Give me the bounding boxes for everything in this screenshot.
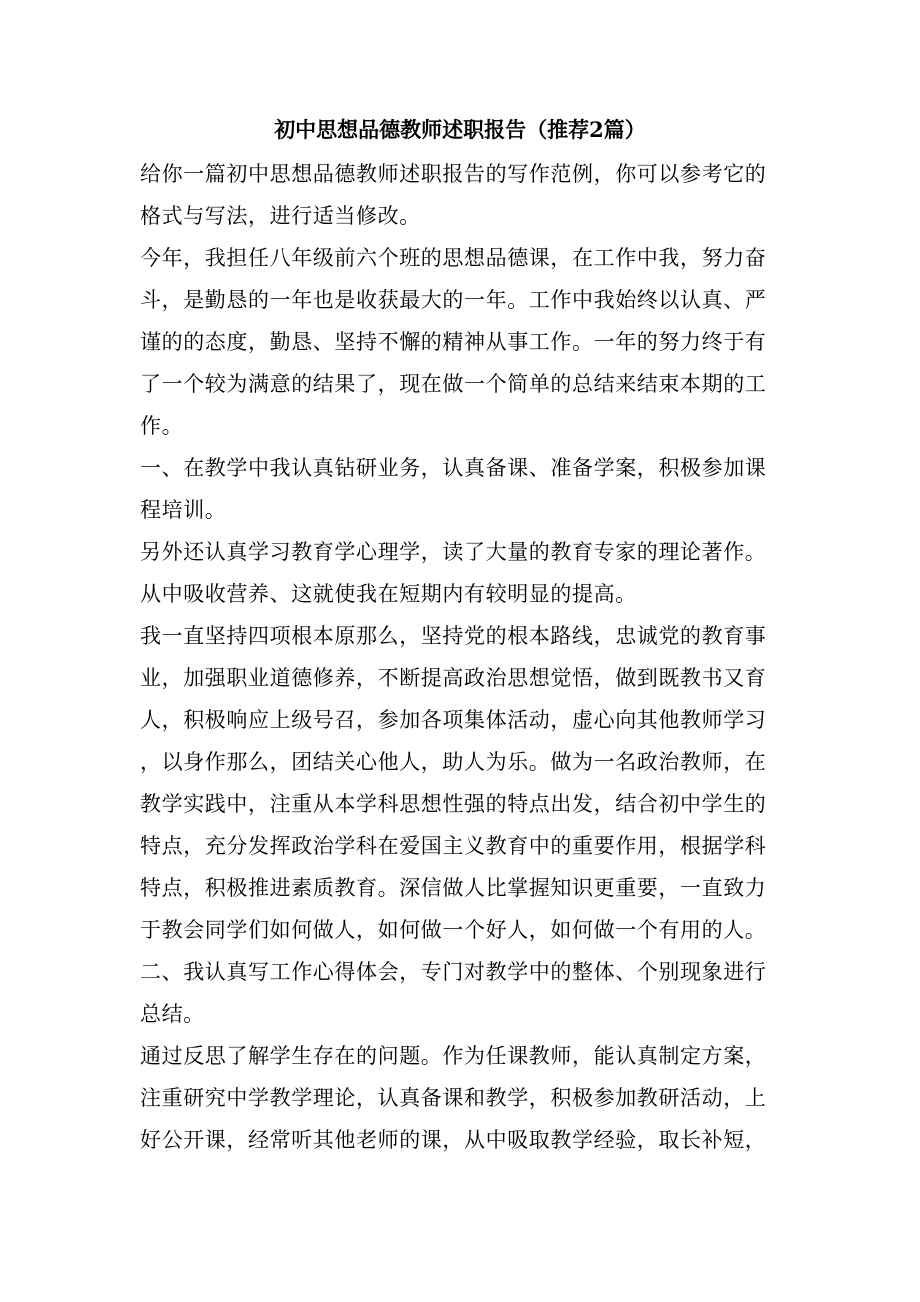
text-line: 一、在教学中我认真钻研业务，认真备课、准备学案，积极参加课 (140, 456, 767, 480)
text-line: 注重研究中学教学理论，认真备课和教学，积极参加教研活动，上 (140, 1086, 767, 1110)
text-line: 总结。 (140, 1002, 205, 1026)
text-line: 于教会同学们如何做人，如何做一个好人，如何做一个有用的人。 (140, 918, 767, 942)
text-line: 程培训。 (140, 498, 227, 522)
text-line: 给你一篇初中思想品德教师述职报告的写作范例，你可以参考它的 (140, 162, 767, 186)
document-title: 初中思想品德教师述职报告（推荐2篇） (274, 117, 646, 142)
text-line: 通过反思了解学生存在的问题。作为任课教师，能认真制定方案， (140, 1044, 767, 1068)
text-line: 人，积极响应上级号召，参加各项集体活动，虚心向其他教师学习 (140, 708, 767, 732)
text-line: 教学实践中，注重从本学科思想性强的特点出发，结合初中学生的 (140, 792, 767, 816)
text-line: 特点，充分发挥政治学科在爱国主义教育中的重要作用，根据学科 (140, 834, 767, 858)
text-line: 作。 (140, 414, 184, 438)
text-line: 二、我认真写工作心得体会，专门对教学中的整体、个别现象进行 (140, 960, 767, 984)
text-line: 从中吸收营养、这就使我在短期内有较明显的提高。 (140, 582, 637, 606)
text-line: 业，加强职业道德修养，不断提高政治思想觉悟，做到既教书又育 (140, 666, 767, 690)
text-line: 格式与写法，进行适当修改。 (140, 204, 421, 228)
text-line: 我一直坚持四项根本原那么，坚持党的根本路线，忠诚党的教育事 (140, 624, 767, 648)
text-line: 谨的的态度，勤恳、坚持不懈的精神从事工作。一年的努力终于有 (140, 330, 767, 354)
text-line: 今年，我担任八年级前六个班的思想品德课，在工作中我，努力奋 (140, 246, 767, 270)
text-line: 特点，积极推进素质教育。深信做人比掌握知识更重要，一直致力 (140, 876, 767, 900)
text-line: ，以身作那么，团结关心他人，助人为乐。做为一名政治教师，在 (140, 750, 767, 774)
text-line: 斗，是勤恳的一年也是收获最大的一年。工作中我始终以认真、严 (140, 288, 767, 312)
text-line: 了一个较为满意的结果了，现在做一个简单的总结来结束本期的工 (140, 372, 767, 396)
text-line: 好公开课，经常听其他老师的课，从中吸取教学经验，取长补短， (140, 1128, 767, 1152)
text-line: 另外还认真学习教育学心理学，读了大量的教育专家的理论著作。 (140, 540, 767, 564)
document-body (140, 153, 780, 1161)
